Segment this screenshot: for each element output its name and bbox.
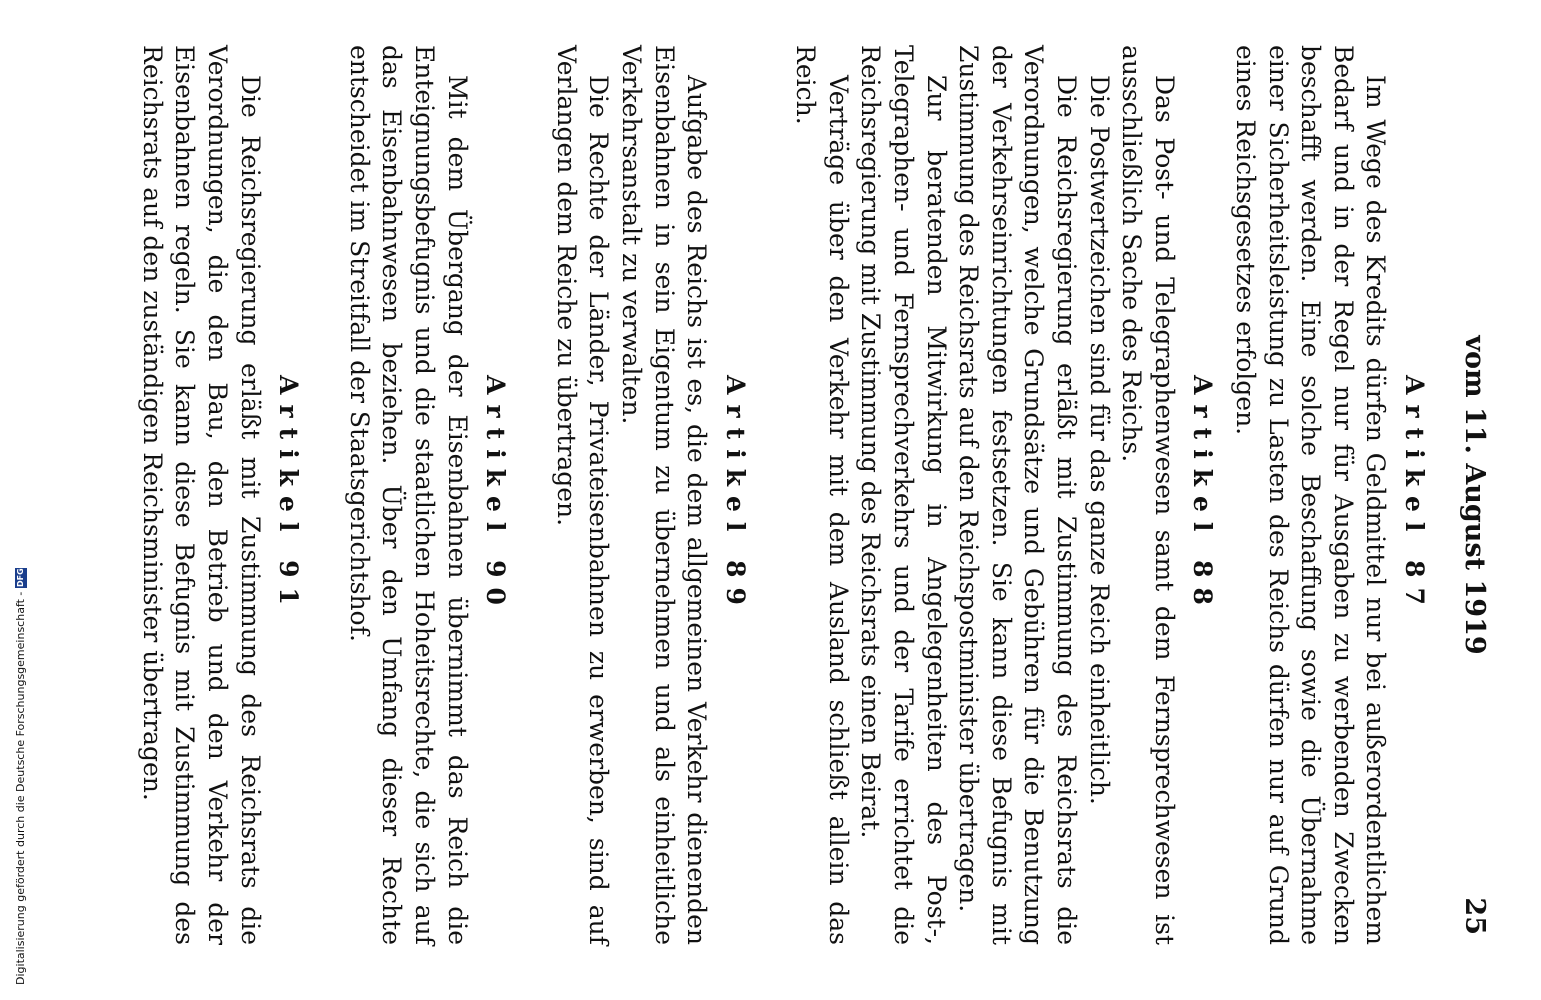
running-head [1450, 45, 1490, 945]
article-91-paragraph-1: Die Reichsregierung erläßt mit Zustimmung des Reichsrats die Verordnungen, die den Bau, den Betrieb und den Verkehr der Eisenbahnen regeln. Sie kann diese Befugnis mit Zustimmung des Reichsrats auf den zuständigen Reichsminister übertragen. [137, 45, 265, 945]
document-page [80, 45, 1490, 945]
credit-text: Digitalisierung gefördert durch die Deutsche Forschungsgemeinschaft - [14, 591, 27, 985]
dfg-logo: DFG [15, 568, 25, 587]
article-88-paragraph-1: Das Post- und Telegraphenwesen samt dem Fernsprechwesen ist ausschließlich Sache des Reichs. [1117, 45, 1179, 945]
article-91-heading: Artikel 91 [274, 375, 304, 615]
article-89-paragraph-1: Aufgabe des Reichs ist es, die dem allgemeinen Verkehr dienenden Eisenbahnen in sein Eigentum zu übernehmen und als einheitliche Verkehrsanstalt zu verwalten. [616, 45, 712, 945]
digitization-credit [14, 568, 27, 985]
article-88-paragraph-2: Die Postwertzeichen sind für das ganze Reich einheitlich. [1084, 75, 1114, 805]
article-89-heading: Artikel 89 [720, 375, 750, 615]
article-88-paragraph-3: Die Reichsregierung erläßt mit Zustimmung des Reichsrats die Verordnungen, welche Grundsätze und Gebühren für die Benutzung der Verkehrseinrichtungen festsetzen. Sie kann diese Befugnis mit Zustimmung des Reichsrats auf den Reichspostminister übertragen. [954, 45, 1082, 945]
article-89-paragraph-2: Die Rechte der Länder, Privateisenbahnen zu erwerben, sind auf Verlangen dem Reiche zu übertragen. [551, 45, 614, 945]
article-88-paragraph-4: Zur beratenden Mitwirkung in Angelegenheiten des Post-, Telegraphen- und Fernsprechverkehrs und der Tarife errichtet die Reichsregierung mit Zustimmung des Reichsrats einen Beirat. [856, 45, 951, 945]
page-number: 25 [1459, 897, 1490, 935]
article-88-paragraph-5: Verträge über den Verkehr mit dem Ausland schließt allein das Reich. [791, 45, 853, 945]
article-87-heading: Artikel 87 [1400, 375, 1429, 615]
article-90-heading: Artikel 90 [481, 375, 511, 615]
running-title: vom 11. August 1919 [1459, 335, 1490, 655]
article-90-paragraph-1: Mit dem Übergang der Eisenbahnen übernimmt das Reich die Enteignungsbefugnis und die staatlichen Hoheitsrechte, die sich auf das Eisenbahnwesen beziehen. Über den Umfang dieser Rechte entscheidet im Streitfall der Staatsgerichtshof. [344, 45, 472, 945]
article-87-body: Im Wege des Kredits dürfen Geldmittel nur bei außerordentlichem Bedarf und in der Regel nur für Ausgaben zu werbenden Zwecken beschafft werden. Eine solche Beschaffung sowie die Übernahme einer Sicherheitsleistung zu Lasten des Reichs dürfen nur auf Grund eines Reichsgesetzes erfolgen. [1231, 45, 1391, 945]
article-88-heading: Artikel 88 [1188, 375, 1218, 615]
